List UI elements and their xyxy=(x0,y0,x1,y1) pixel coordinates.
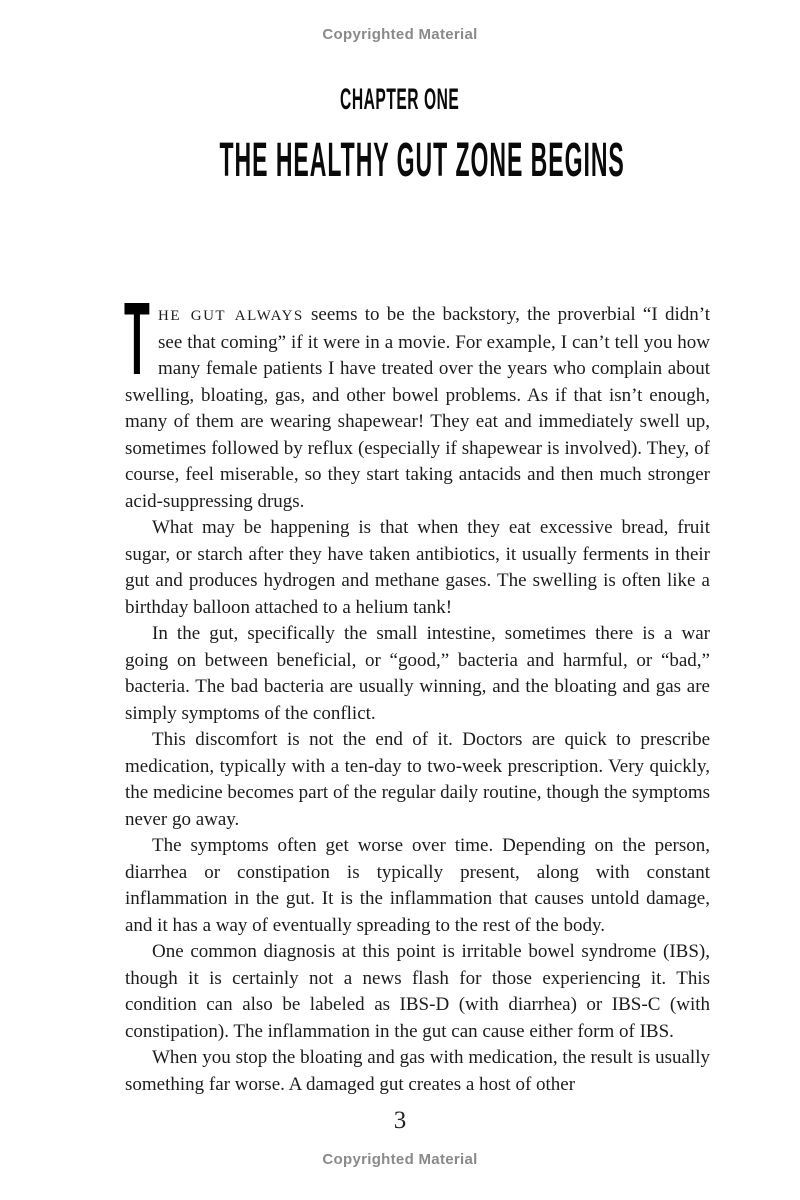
drop-cap-letter: T xyxy=(124,281,150,396)
chapter-title xyxy=(0,134,800,187)
opening-small-caps: HE GUT ALWAYS xyxy=(158,308,304,324)
copyright-notice-top: Copyrighted Material xyxy=(322,26,478,43)
paragraph: In the gut, specifically the small intestine, sometimes there is a war going on between beneficial, or “good,” bacteria and harmful, or “bad,” bacteria. The bad bacteria are usually winning, and the bloating and gas are simply symptoms of the conflict. xyxy=(125,623,710,724)
paragraph-opening xyxy=(124,281,710,515)
paragraph: When you stop the bloating and gas with medication, the result is usually something far worse. A damaged gut creates a host of other xyxy=(125,1047,710,1095)
paragraph: What may be happening is that when they eat excessive bread, fruit sugar, or starch after they have taken antibiotics, it usually ferments in their gut and produces hydrogen and methane gases. The swelling is often like a birthday balloon attached to a helium tank! xyxy=(125,517,710,618)
drop-cap xyxy=(124,281,155,396)
body-text xyxy=(124,281,710,1098)
chapter-title-label: THE HEALTHY GUT ZONE BEGINS xyxy=(219,134,625,187)
paragraph: This discomfort is not the end of it. Doctors are quick to prescribe medication, typically with a ten-day to two-week prescription. Very quickly, the medicine becomes part of the regular daily routine, though the symptoms never go away. xyxy=(125,729,710,830)
page-number: 3 xyxy=(393,1107,407,1134)
chapter-kicker xyxy=(0,85,800,115)
paragraph: The symptoms often get worse over time. Depending on the person, diarrhea or constipation is typically present, along with constant inflammation in the gut. It is the inflammation that causes untold damage, and it has a way of eventually spreading to the rest of the body. xyxy=(125,835,710,936)
chapter-kicker-label: CHAPTER ONE xyxy=(340,83,460,116)
paragraph: One common diagnosis at this point is irritable bowel syndrome (IBS), though it is certainly not a news flash for those experiencing it. This condition can also be labeled as IBS-D (with diarrhea) or IBS-C (with constipation). The inflammation in the gut can cause either form of IBS. xyxy=(125,941,710,1042)
copyright-notice-bottom: Copyrighted Material xyxy=(322,1151,478,1168)
paragraph-opening-text: seems to be the backstory, the proverbial “I didn’t see that coming” if it were in a movie. For example, I can’t tell you how many female patients I have treated over the years who complain about swelling, bloating, gas, and other bowel problems. As if that isn’t enough, many of them are wearing shapewear! They eat and immediately swell up, sometimes followed by reflux (especially if shapewear is involved). They, of course, feel miserable, so they start taking antacids and then much stronger acid-suppressing drugs. xyxy=(125,304,710,512)
